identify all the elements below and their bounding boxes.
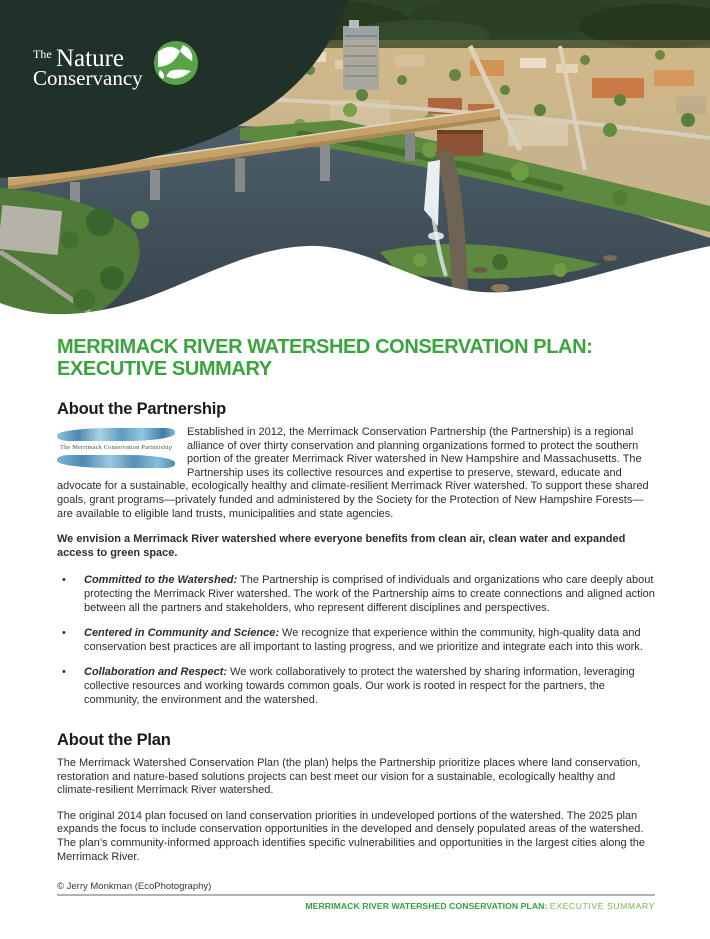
about-partnership-heading: About the Partnership	[57, 400, 227, 418]
logo-word-conservancy: Conservancy	[33, 66, 143, 90]
value-lead-committed: Committed to the Watershed:	[84, 574, 238, 587]
footer-title-light: EXECUTIVE SUMMARY	[549, 901, 655, 911]
vision-statement: We envision a Merrimack River watershed where everyone benefits from clean air, clean water and expanded access to green space.	[57, 533, 626, 559]
about-plan-heading: About the Plan	[57, 731, 171, 750]
page-footer	[57, 894, 655, 911]
value-text-community-science: We recognize that experience within the community, high-quality data and conservation best practices are all important to lasting progress, and we prioritize and integrate each into this work.	[84, 627, 643, 653]
about-plan-paragraph1: The Merrimack Watershed Conservation Plan (the plan) helps the Partnership prioritize places where land conservation, restoration and nature-based solutions projects can best meet our vision for a sustainable, ecologically healthy and climate-resilient Merrimack River watershed.	[57, 757, 641, 797]
logo-word-nature: Nature	[56, 45, 125, 72]
value-text-committed: The Partnership is comprised of individuals and organizations who care deeply about protecting the Merrimack River watershed. The work of the Partnership aims to create connections and aligned action between all the partners and stakeholders, who represent different disciplines and perspectives.	[84, 574, 655, 614]
partnership-logo-caption: The Merrimack Conservation Partnership	[60, 444, 172, 451]
footer-title-bold: MERRIMACK RIVER WATERSHED CONSERVATION PLAN:	[305, 901, 548, 911]
hero-photo-illustration	[0, 0, 710, 330]
footer-running-title	[57, 901, 655, 911]
value-item-committed	[57, 574, 655, 615]
about-partnership-paragraph	[57, 426, 655, 521]
logo-word-the: The	[33, 47, 52, 61]
watercolor-band-top	[57, 428, 175, 441]
document-title	[57, 336, 655, 380]
nature-conservancy-logo	[33, 41, 198, 90]
about-plan-paragraph2: The original 2014 plan focused on land conservation priorities in undeveloped portions of the watershed. The 2025 plan expands the focus to include conservation opportunities in the developed and densely populated areas of the watershed. The plan’s community-informed approach identifies specific vulnerabilities and opportunities in the largest cities along the Merrimack River.	[57, 809, 646, 863]
hero-banner	[0, 0, 710, 330]
footer-divider	[57, 894, 655, 896]
document-title-line1: MERRIMACK RIVER WATERSHED CONSERVATION PLAN:	[57, 336, 593, 358]
value-item-community-science	[57, 627, 655, 654]
photo-credit: © Jerry Monkman (EcoPhotography)	[57, 881, 212, 893]
value-lead-community-science: Centered in Community and Science:	[84, 627, 279, 640]
value-text-collaboration: We work collaboratively to protect the watershed by sharing information, leveraging collective resources and working towards common goals. Our work is rooted in respect for the partners, the community, the environment and the watershed.	[84, 666, 635, 706]
document-title-line2: EXECUTIVE SUMMARY	[57, 358, 272, 380]
partnership-logo	[57, 428, 175, 468]
document-body	[0, 330, 710, 892]
partnership-values-list	[57, 574, 655, 707]
globe-leaf-icon	[154, 41, 198, 85]
value-item-collaboration	[57, 666, 655, 707]
about-partnership-text: Established in 2012, the Merrimack Conservation Partnership (the Partnership) is a regional alliance of over thirty conservation and planning organizations formed to protect the southern portion of the greater Merrimack River watershed in New Hampshire and Massachusetts. The Partnership uses its collective resources and expertise to preserve, steward, educate and advocate for a sustainable, ecologically healthy and climate-resilient Merrimack River watershed. To support these shared goals, grant programs—privately funded and administered by the Society for the Protection of New Hampshire Forests—are available to eligible land trusts, municipalities and state agencies.	[57, 426, 649, 520]
watercolor-band-bottom	[57, 455, 175, 468]
value-lead-collaboration: Collaboration and Respect:	[84, 666, 228, 679]
